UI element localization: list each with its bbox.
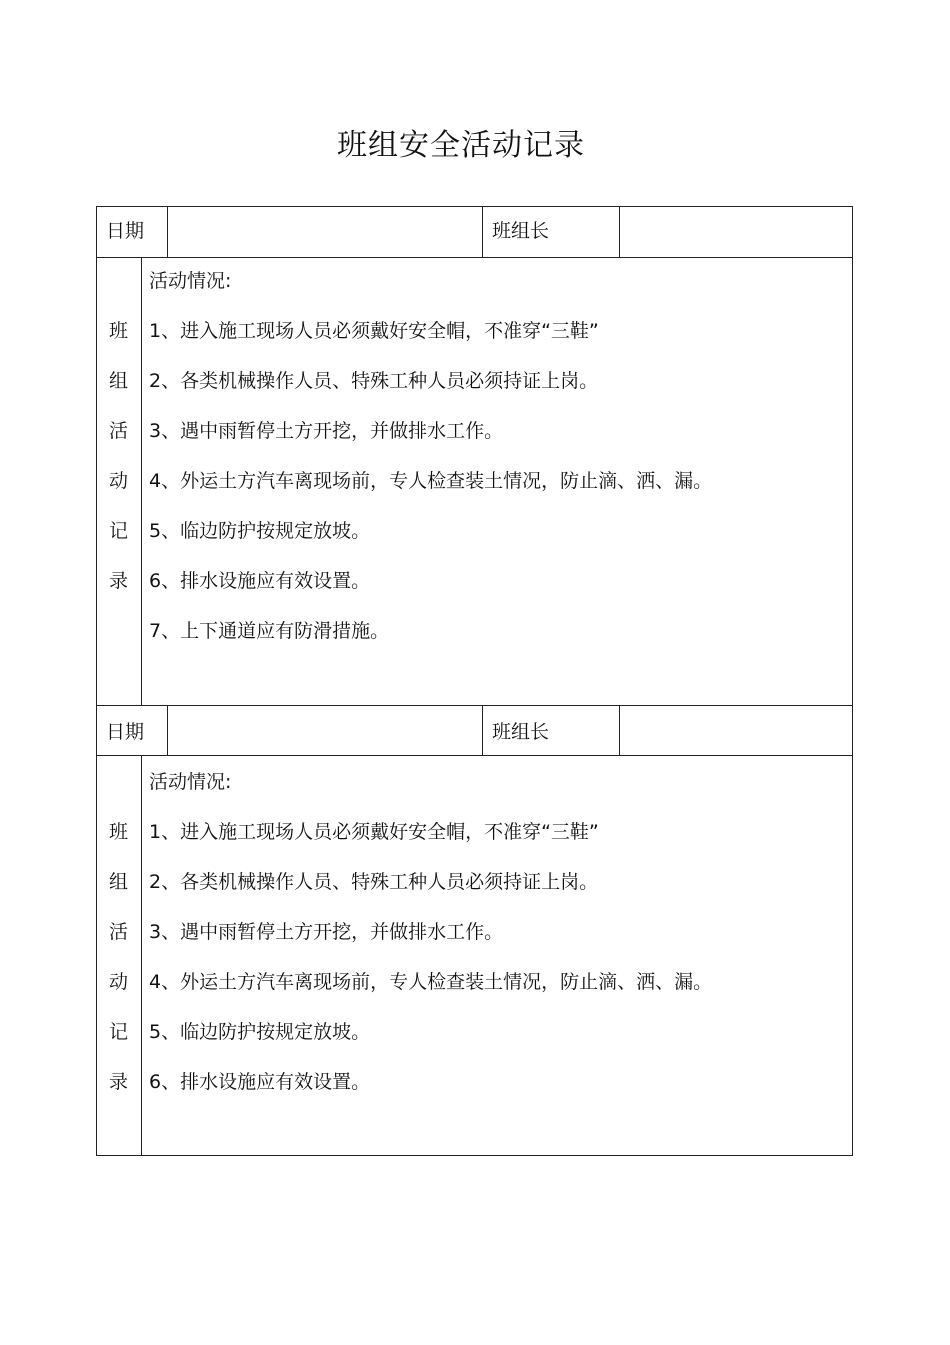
- list-item: 4、外运土方汽车离现场前，专人检查装土情况，防止滴、洒、漏。: [149, 470, 713, 492]
- list-item: 2、各类机械操作人员、特殊工种人员必须持证上岗。: [149, 370, 599, 392]
- activity-list: [149, 757, 712, 1107]
- list-item: 4、外运土方汽车离现场前，专人检查装土情况，防止滴、洒、漏。: [149, 971, 713, 993]
- date-label: 日期: [106, 220, 145, 242]
- activity-heading: 活动情况:: [149, 270, 232, 292]
- list-item: 6、排水设施应有效设置。: [149, 1071, 371, 1093]
- col-divider: [482, 206, 483, 257]
- leader-label: 班组长: [492, 220, 550, 242]
- list-item: 5、临边防护按规定放坡。: [149, 520, 371, 542]
- list-item: 2、各类机械操作人员、特殊工种人员必须持证上岗。: [149, 871, 599, 893]
- list-item: 1、进入施工现场人员必须戴好安全帽，不准穿“三鞋”: [149, 320, 599, 342]
- col-divider: [167, 705, 168, 755]
- col-divider: [141, 755, 142, 1156]
- col-divider: [167, 206, 168, 257]
- activity-list: [149, 256, 712, 656]
- col-divider: [482, 705, 483, 755]
- col-divider: [619, 705, 620, 755]
- leader-field[interactable]: [624, 210, 848, 254]
- list-item: 1、进入施工现场人员必须戴好安全帽，不准穿“三鞋”: [149, 821, 599, 843]
- date-label: 日期: [106, 721, 145, 743]
- date-field[interactable]: [172, 709, 477, 752]
- list-item: 3、遇中雨暂停土方开挖，并做排水工作。: [149, 420, 504, 442]
- list-item: 6、排水设施应有效设置。: [149, 570, 371, 592]
- leader-label: 班组长: [492, 721, 550, 743]
- row-divider: [96, 755, 853, 756]
- side-label: 班 组 活 动 记 录: [108, 821, 128, 1093]
- col-divider: [619, 206, 620, 257]
- list-item: 5、临边防护按规定放坡。: [149, 1021, 371, 1043]
- list-item: 7、上下通道应有防滑措施。: [149, 620, 390, 642]
- date-field[interactable]: [172, 210, 477, 254]
- page-title: 班组安全活动记录: [337, 128, 585, 163]
- activity-heading: 活动情况:: [149, 771, 232, 793]
- list-item: 3、遇中雨暂停土方开挖，并做排水工作。: [149, 921, 504, 943]
- leader-field[interactable]: [624, 709, 848, 752]
- col-divider: [141, 257, 142, 705]
- side-label: 班 组 活 动 记 录: [108, 320, 128, 592]
- row-divider: [96, 705, 853, 706]
